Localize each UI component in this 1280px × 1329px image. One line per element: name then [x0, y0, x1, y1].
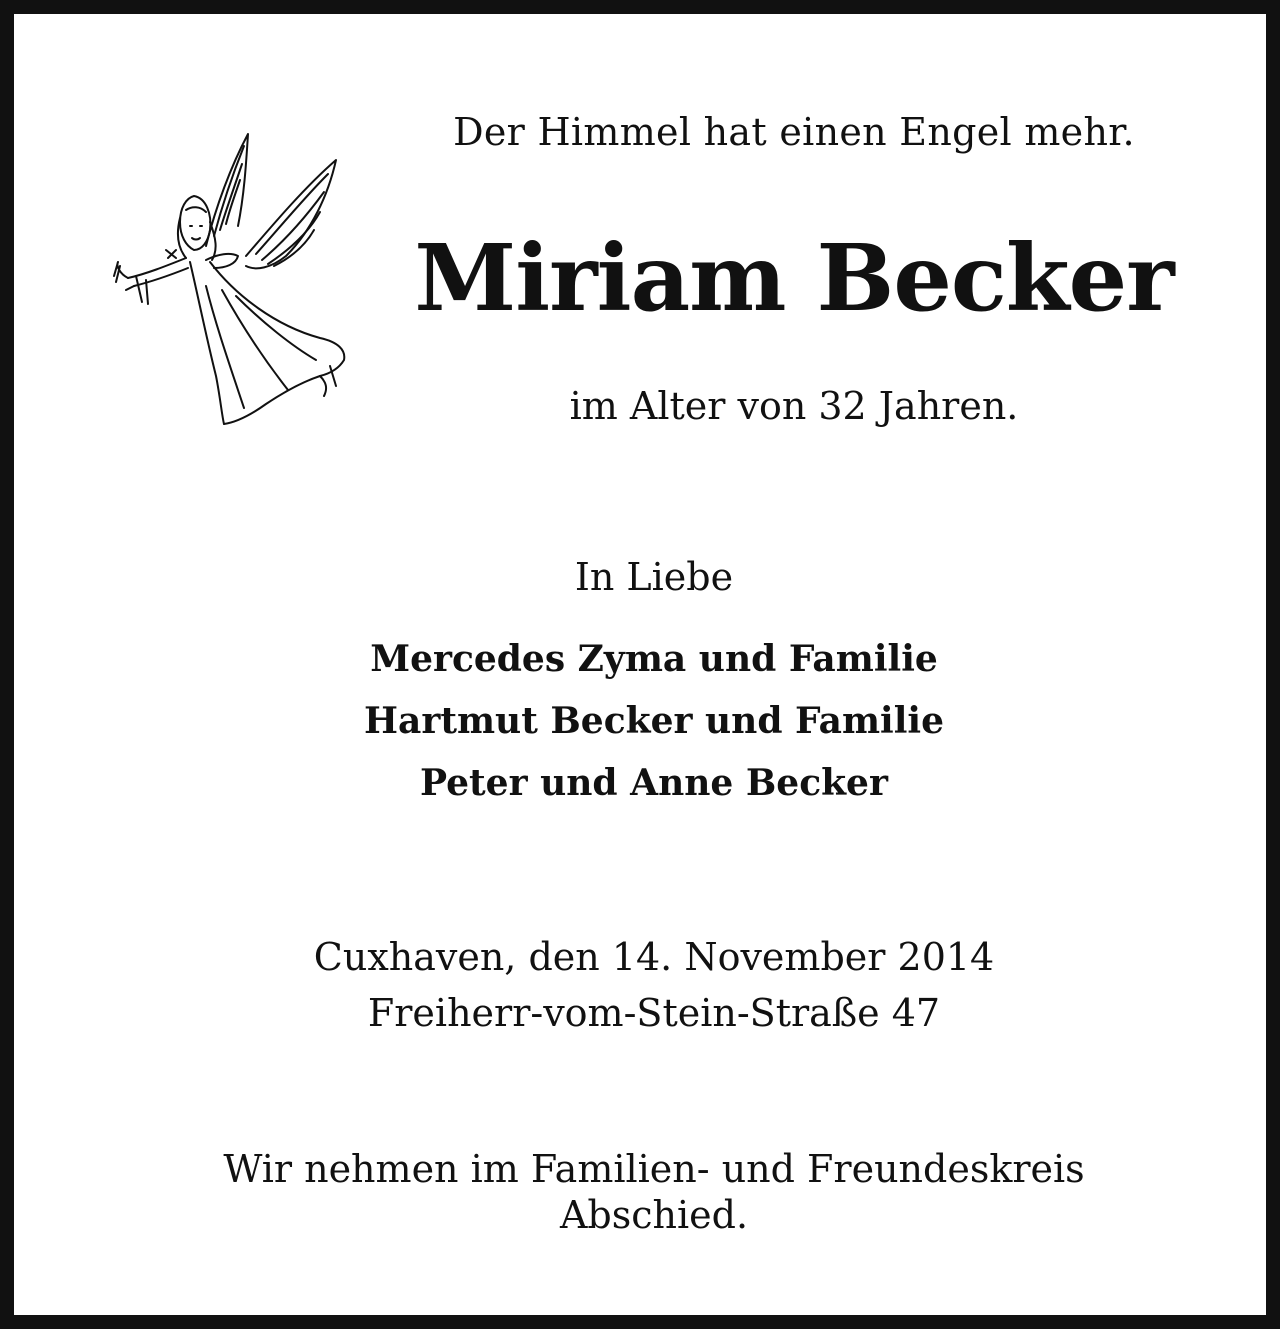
mourners-list: [254, 628, 1054, 814]
place-date: Cuxhaven, den 14. November 2014: [313, 935, 995, 979]
farewell-text: [114, 1146, 1194, 1238]
farewell-line: Wir nehmen im Familien- und Freundeskreis: [223, 1147, 1085, 1191]
in-love-line: In Liebe: [574, 555, 734, 599]
headline: Der Himmel hat einen Engel mehr.: [453, 110, 1135, 154]
deceased-name: Miriam Becker: [414, 224, 1174, 332]
address: Freiherr-vom-Stein-Straße 47: [367, 991, 941, 1035]
mourner-name: Mercedes Zyma und Familie: [370, 638, 938, 680]
farewell-line: Abschied.: [559, 1193, 749, 1237]
age-line: im Alter von 32 Jahren.: [569, 384, 1019, 428]
mourner-name: Hartmut Becker und Familie: [364, 700, 944, 742]
angel-icon: [106, 126, 356, 436]
mourner-name: Peter und Anne Becker: [420, 762, 888, 804]
